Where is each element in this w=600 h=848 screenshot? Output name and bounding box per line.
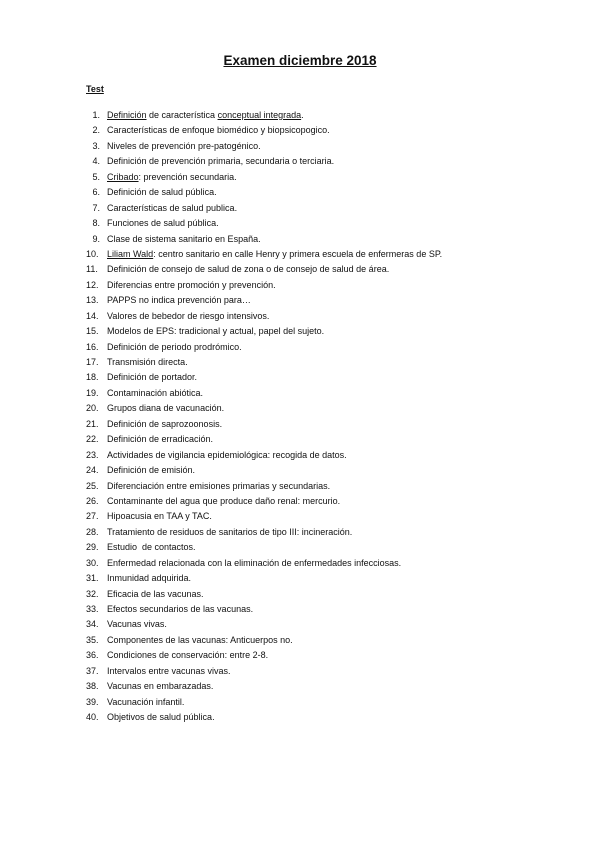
list-item: [86, 154, 442, 169]
item-text: Definición de consejo de salud de zona o de consejo de salud de área.: [107, 264, 390, 275]
item-number: 21.: [86, 418, 99, 429]
item-text: Vacunas en embarazadas.: [107, 681, 214, 692]
list-item: [86, 556, 442, 571]
list-item: [86, 216, 442, 231]
item-number: 11.: [86, 264, 98, 275]
list-item: [86, 170, 442, 185]
item-text: Enfermedad relacionada con la eliminación de enfermedades infecciosas.: [107, 557, 402, 568]
list-item: [86, 633, 442, 648]
item-number: 33.: [86, 604, 99, 614]
item-text: Componentes de las vacunas: Anticuerpos no.: [107, 634, 293, 645]
item-text: Definición de portador.: [107, 372, 198, 383]
list-item: [86, 617, 442, 632]
item-number: 35.: [86, 634, 99, 645]
item-number: 3.: [92, 140, 100, 151]
list-item: [86, 401, 442, 416]
item-text: Modelos de EPS: tradicional y actual, papel del sujeto.: [107, 326, 325, 337]
item-text: Estudio de contactos.: [107, 542, 196, 553]
list-item: [86, 370, 442, 385]
item-text: Características de salud publica.: [107, 202, 238, 213]
item-number: 26.: [86, 495, 99, 506]
item-text: Contaminación abiótica.: [107, 387, 204, 398]
item-number: 6.: [92, 187, 100, 198]
item-text: Definición de periodo prodrómico.: [107, 341, 242, 352]
item-number: 10.: [86, 248, 99, 259]
list-item: [86, 123, 442, 138]
item-text: Clase de sistema sanitario en España.: [107, 233, 261, 244]
page-title: Examen diciembre 2018: [223, 53, 377, 68]
item-number: 29.: [86, 542, 99, 553]
item-number: 17.: [86, 357, 99, 367]
item-text: Eficacia de las vacunas.: [107, 588, 204, 599]
list-item: [86, 232, 442, 247]
item-text: Vacunación infantil.: [107, 696, 185, 707]
list-item: [86, 340, 442, 355]
item-number: 25.: [86, 480, 99, 491]
item-text: Niveles de prevención pre-patogénico.: [107, 140, 261, 151]
list-item: [86, 185, 442, 200]
item-text: Funciones de salud pública.: [107, 218, 219, 229]
list-item: [86, 710, 442, 725]
item-number: 39.: [86, 696, 99, 707]
item-number: 28.: [86, 526, 99, 537]
item-number: 16.: [86, 341, 99, 352]
item-number: 12.: [86, 279, 99, 290]
item-number: 2.: [92, 125, 100, 136]
item-number: 40.: [86, 712, 99, 723]
list-item: [86, 386, 442, 401]
list-item: [86, 108, 442, 123]
item-number: 22.: [86, 434, 99, 445]
item-number: 20.: [86, 403, 99, 414]
item-number: 7.: [92, 202, 100, 213]
item-text: Inmunidad adquirida.: [107, 573, 192, 584]
list-item: [86, 417, 442, 432]
section-heading: Test: [86, 84, 104, 94]
item-text: Contaminante del agua que produce daño renal: mercurio.: [107, 495, 341, 506]
list-item: [86, 324, 442, 339]
list-item: [86, 293, 442, 308]
list-item: [86, 571, 442, 586]
item-number: 23.: [86, 449, 99, 460]
item-number: 15.: [86, 326, 99, 337]
list-item: [86, 448, 442, 463]
item-number: 36.: [86, 650, 99, 661]
list-item: [86, 664, 442, 679]
list-item: [86, 479, 442, 494]
item-text: Características de enfoque biomédico y biopsicopogico.: [107, 125, 330, 136]
list-item: [86, 309, 442, 324]
item-text: Transmisión directa.: [107, 357, 188, 367]
item-text: Definición de salud pública.: [107, 187, 217, 198]
item-number: 30.: [86, 557, 99, 568]
item-text: Efectos secundarios de las vacunas.: [107, 604, 254, 614]
list-item: [86, 355, 442, 370]
item-text: Definición de emisión.: [107, 465, 196, 476]
list-item: [86, 509, 442, 524]
item-number: 14.: [86, 310, 99, 321]
item-number: 31.: [86, 573, 99, 584]
item-text: Hipoacusia en TAA y TAC.: [107, 511, 212, 522]
item-number: 9.: [92, 233, 100, 244]
item-text: Cribado: prevención secundaria.: [107, 171, 237, 182]
item-text: Actividades de vigilancia epidemiológica: recogida de datos.: [107, 449, 347, 460]
item-number: 38.: [86, 681, 99, 692]
item-text: Definición de erradicación.: [107, 434, 214, 445]
list-item: [86, 648, 442, 663]
item-number: 13.: [86, 295, 99, 306]
list-item: [86, 278, 442, 293]
item-number: 18.: [86, 372, 99, 383]
list-item: [86, 494, 442, 509]
list-item: [86, 262, 442, 277]
item-text: Diferencias entre promoción y prevención.: [107, 279, 276, 290]
item-text: Intervalos entre vacunas vivas.: [107, 665, 231, 676]
list-item: [86, 201, 442, 216]
item-text: Objetivos de salud pública.: [107, 712, 215, 723]
list-item: [86, 679, 442, 694]
item-text: Liliam Wald: centro sanitario en calle Henry y primera escuela de enfermeras de SP.: [107, 248, 443, 259]
list-item: [86, 463, 442, 478]
question-list: [86, 108, 442, 726]
list-item: [86, 139, 442, 154]
item-text: Tratamiento de residuos de sanitarios de tipo III: incineración.: [107, 526, 353, 537]
list-item: [86, 587, 442, 602]
item-number: 27.: [86, 511, 99, 522]
item-text: Grupos diana de vacunación.: [107, 403, 225, 414]
item-number: 37.: [86, 665, 99, 676]
item-number: 19.: [86, 387, 99, 398]
item-text: Definición de característica conceptual integrada.: [107, 110, 304, 120]
item-number: 8.: [92, 218, 100, 229]
item-number: 5.: [92, 171, 100, 182]
item-text: PAPPS no indica prevención para…: [107, 295, 251, 306]
item-text: Diferenciación entre emisiones primarias y secundarias.: [107, 480, 331, 491]
item-text: Vacunas vivas.: [107, 619, 167, 630]
item-text: Valores de bebedor de riesgo intensivos.: [107, 310, 270, 321]
list-item: [86, 540, 442, 555]
list-item: [86, 247, 442, 262]
item-number: 4.: [92, 156, 100, 167]
list-item: [86, 602, 442, 617]
item-text: Definición de prevención primaria, secundaria o terciaria.: [107, 156, 335, 167]
list-item: [86, 432, 442, 447]
list-item: [86, 695, 442, 710]
item-number: 1.: [92, 110, 100, 120]
item-number: 32.: [86, 588, 99, 599]
item-number: 24.: [86, 465, 99, 476]
item-number: 34.: [86, 619, 99, 630]
item-text: Definición de saprozoonosis.: [107, 418, 223, 429]
item-text: Condiciones de conservación: entre 2-8.: [107, 650, 269, 661]
list-item: [86, 525, 442, 540]
